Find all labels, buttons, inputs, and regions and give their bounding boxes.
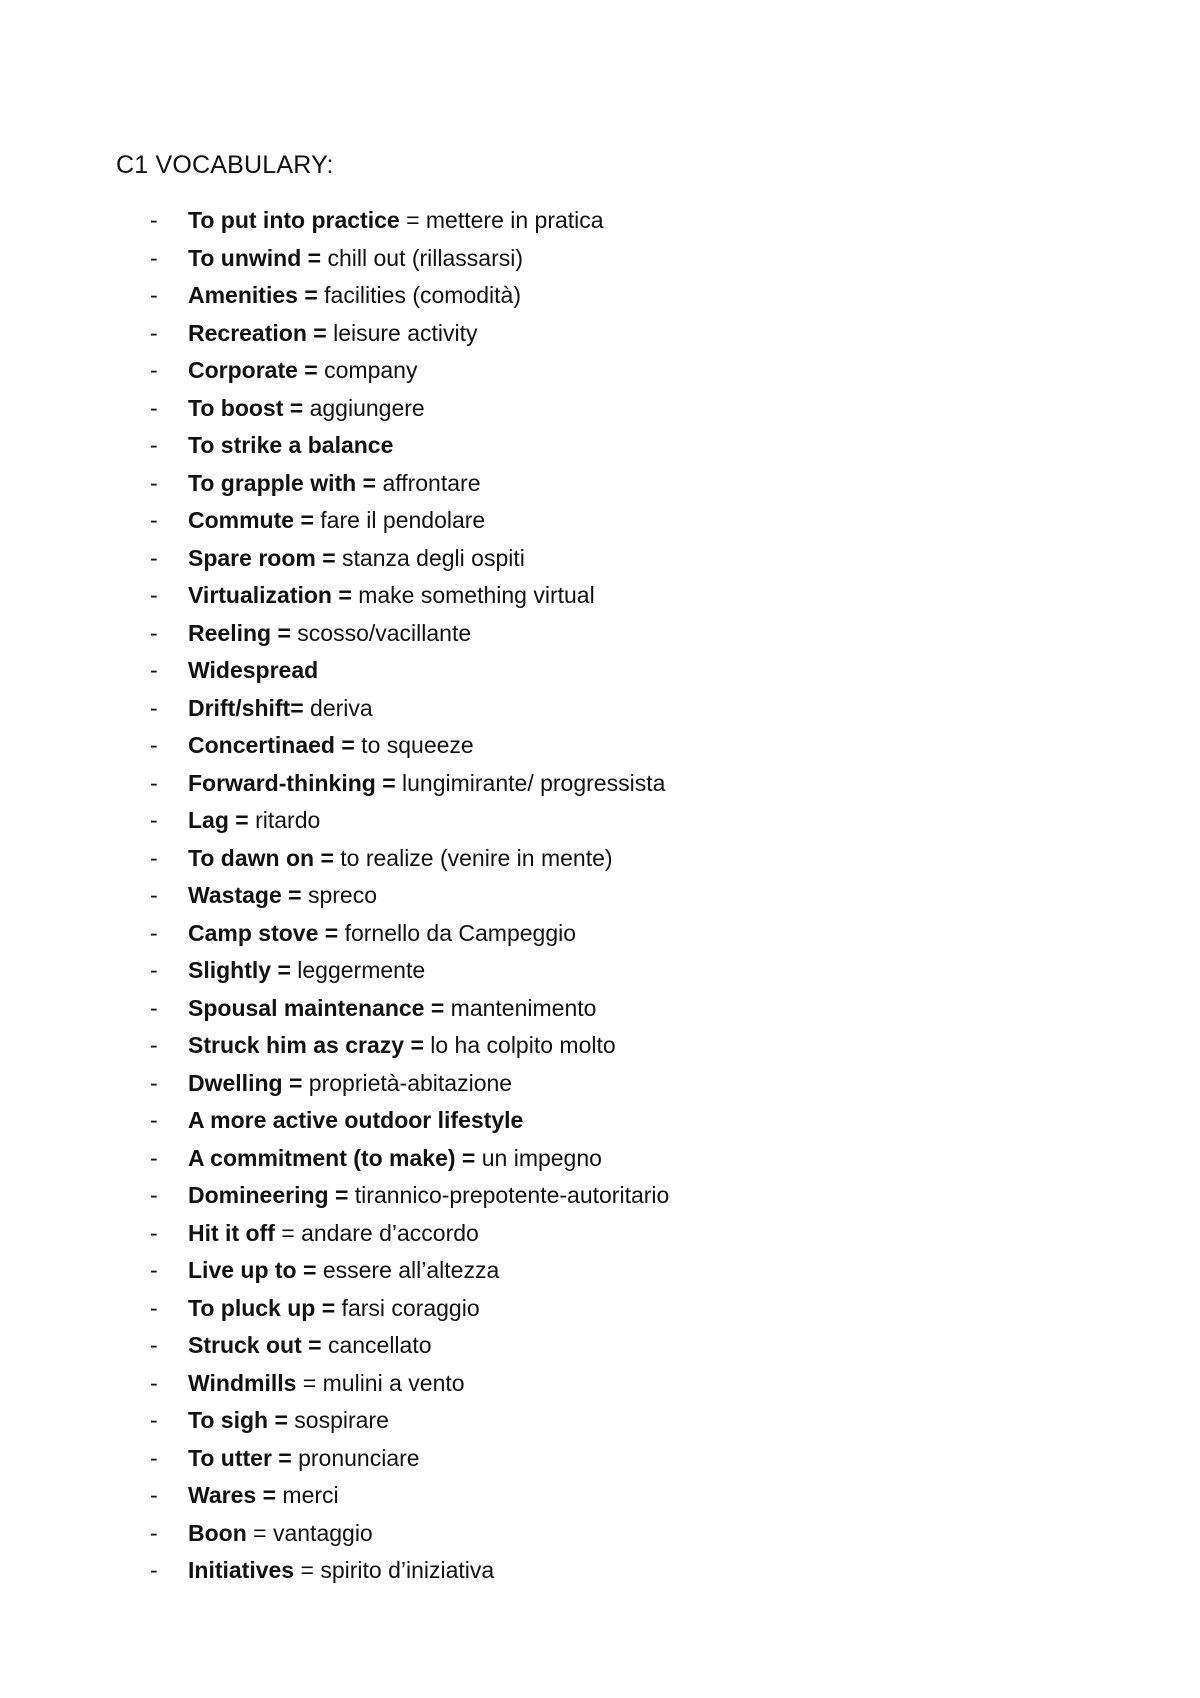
- vocab-entry: [188, 1365, 465, 1403]
- vocab-entry: [188, 390, 425, 428]
- bullet-dash: -: [150, 657, 158, 683]
- vocab-entry: [188, 1515, 373, 1553]
- vocab-entry: [188, 840, 613, 878]
- vocab-definition: leisure activity: [326, 319, 478, 346]
- vocab-entry: [188, 1252, 499, 1290]
- vocab-term: Struck him as crazy =: [188, 1032, 424, 1058]
- vocab-definition: = andare d’accordo: [274, 1219, 479, 1246]
- vocab-entry: [188, 1215, 479, 1253]
- vocab-term: To unwind =: [188, 244, 322, 271]
- vocab-definition: = mettere in pratica: [399, 207, 604, 233]
- bullet-dash: -: [150, 619, 158, 646]
- bullet-dash: -: [150, 1182, 158, 1208]
- vocab-term: Spousal maintenance =: [188, 994, 445, 1021]
- bullet-dash: -: [150, 582, 158, 608]
- bullet-dash: -: [150, 207, 158, 233]
- vocab-definition: merci: [276, 1482, 339, 1508]
- vocab-definition: to realize (venire in mente): [333, 844, 613, 871]
- vocab-definition: lungimirante/ progressista: [395, 769, 666, 796]
- vocab-entry: [188, 540, 525, 578]
- bullet-dash: -: [150, 1482, 158, 1508]
- vocab-definition: make something virtual: [351, 582, 595, 608]
- vocab-definition: essere all’altezza: [316, 1257, 500, 1283]
- vocab-entry: [188, 202, 604, 240]
- vocab-term: To pluck up =: [188, 1294, 336, 1321]
- bullet-dash: -: [150, 1332, 158, 1358]
- bullet-dash: -: [150, 1144, 158, 1171]
- vocab-term: Reeling =: [188, 619, 291, 646]
- vocab-entry: [188, 652, 318, 690]
- bullet-dash: -: [150, 357, 158, 383]
- bullet-dash: -: [150, 1557, 158, 1583]
- vocab-entry: [188, 915, 576, 953]
- vocab-definition: = spirito d’iniziativa: [294, 1557, 495, 1583]
- vocab-definition: pronunciare: [291, 1444, 420, 1471]
- vocab-definition: = vantaggio: [246, 1519, 373, 1546]
- bullet-dash: -: [150, 469, 158, 496]
- bullet-dash: -: [150, 1257, 158, 1283]
- vocab-entry: [188, 1402, 389, 1440]
- vocab-entry: [188, 502, 485, 540]
- bullet-dash: -: [150, 844, 158, 871]
- vocab-entry: [188, 1477, 339, 1515]
- vocab-term: Slightly =: [188, 957, 291, 983]
- vocab-entry: [188, 1065, 512, 1103]
- bullet-dash: -: [150, 1369, 158, 1396]
- bullet-dash: -: [150, 1444, 158, 1471]
- vocab-definition: tirannico-prepotente-autoritario: [348, 1182, 670, 1208]
- bullet-dash: -: [150, 1032, 158, 1058]
- vocab-term: Wares =: [188, 1482, 277, 1508]
- vocab-term: Virtualization =: [188, 582, 352, 608]
- vocab-entry: [188, 427, 393, 465]
- vocab-entry: [188, 315, 478, 353]
- vocab-entry: [188, 727, 474, 765]
- vocab-term: To utter =: [188, 1444, 292, 1471]
- bullet-dash: -: [150, 807, 158, 833]
- vocab-term: Lag =: [188, 807, 249, 833]
- bullet-dash: -: [150, 1069, 158, 1096]
- vocab-entry: [188, 1177, 669, 1215]
- vocab-term: A commitment (to make) =: [188, 1144, 476, 1171]
- vocab-definition: company: [317, 357, 418, 383]
- vocab-term: Widespread: [188, 657, 319, 683]
- vocab-term: Hit it off: [188, 1219, 275, 1246]
- vocab-definition: scosso/vacillante: [290, 619, 472, 646]
- vocab-definition: to squeeze: [354, 732, 474, 758]
- bullet-dash: -: [150, 1219, 158, 1246]
- vocab-term: Windmills: [188, 1369, 297, 1396]
- bullet-dash: -: [150, 1407, 158, 1433]
- vocab-term: Commute =: [188, 507, 314, 533]
- bullet-dash: -: [150, 507, 158, 533]
- bullet-dash: -: [150, 732, 158, 758]
- vocab-term: Camp stove =: [188, 919, 339, 946]
- vocab-term: Amenities =: [188, 282, 318, 308]
- bullet-dash: -: [150, 1519, 158, 1546]
- bullet-dash: -: [150, 919, 158, 946]
- vocab-term: Struck out =: [188, 1332, 322, 1358]
- vocab-definition: un impegno: [475, 1144, 602, 1171]
- vocab-definition: lo ha colpito molto: [423, 1032, 616, 1058]
- bullet-dash: -: [150, 282, 158, 308]
- vocab-entry: [188, 952, 425, 990]
- vocab-entry: [188, 765, 665, 803]
- vocab-entry: [188, 690, 373, 728]
- vocab-entry: [188, 1327, 432, 1365]
- vocab-entry: [188, 577, 595, 615]
- vocab-term: Dwelling =: [188, 1069, 303, 1096]
- vocab-definition: facilities (comodità): [317, 282, 521, 308]
- vocab-definition: proprietà-abitazione: [302, 1069, 513, 1096]
- vocab-entry: [188, 465, 480, 503]
- vocab-definition: deriva: [303, 694, 373, 721]
- vocab-term: Recreation =: [188, 319, 327, 346]
- vocab-definition: fare il pendolare: [313, 507, 486, 533]
- vocab-term: Initiatives: [188, 1557, 295, 1583]
- vocab-term: A more active outdoor lifestyle: [188, 1107, 524, 1133]
- bullet-dash: -: [150, 394, 158, 421]
- vocab-entry: [188, 277, 521, 315]
- vocab-term: Spare room =: [188, 544, 336, 571]
- bullet-dash: -: [150, 544, 158, 571]
- vocab-term: To strike a balance: [188, 432, 394, 458]
- bullet-dash: -: [150, 319, 158, 346]
- vocab-entry: [188, 1140, 602, 1178]
- bullet-dash: -: [150, 244, 158, 271]
- vocab-definition: chill out (rillassarsi): [321, 244, 524, 271]
- vocab-definition: leggermente: [290, 957, 426, 983]
- bullet-dash: -: [150, 882, 158, 908]
- vocab-entry: [188, 990, 596, 1028]
- vocab-definition: = mulini a vento: [296, 1369, 465, 1396]
- bullet-dash: -: [150, 694, 158, 721]
- vocab-entry: [188, 1102, 523, 1140]
- vocab-entry: [188, 802, 320, 840]
- vocab-entry: [188, 1552, 494, 1590]
- bullet-dash: -: [150, 432, 158, 458]
- vocab-definition: farsi coraggio: [335, 1294, 480, 1321]
- vocab-definition: stanza degli ospiti: [335, 544, 525, 571]
- vocab-term: To sigh =: [188, 1407, 288, 1433]
- bullet-dash: -: [150, 957, 158, 983]
- vocab-term: Domineering =: [188, 1182, 349, 1208]
- vocab-term: To dawn on =: [188, 844, 334, 871]
- vocab-entry: [188, 1290, 480, 1328]
- vocab-term: Boon: [188, 1519, 247, 1546]
- vocab-definition: affrontare: [376, 469, 481, 496]
- vocab-entry: [188, 1440, 420, 1478]
- vocab-term: Live up to =: [188, 1257, 317, 1283]
- vocab-entry: [188, 1027, 616, 1065]
- vocab-definition: mantenimento: [444, 994, 597, 1021]
- bullet-dash: -: [150, 769, 158, 796]
- vocab-entry: [188, 877, 377, 915]
- vocab-entry: [188, 240, 523, 278]
- vocab-term: Concertinaed =: [188, 732, 355, 758]
- vocab-definition: sospirare: [287, 1407, 389, 1433]
- vocab-definition: spreco: [301, 882, 377, 908]
- bullet-dash: -: [150, 1107, 158, 1133]
- vocab-term: Forward-thinking =: [188, 769, 396, 796]
- vocab-term: Drift/shift=: [188, 694, 304, 721]
- vocab-term: Corporate =: [188, 357, 318, 383]
- vocab-definition: fornello da Campeggio: [338, 919, 577, 946]
- vocab-entry: [188, 615, 471, 653]
- vocab-definition: ritardo: [248, 807, 321, 833]
- vocab-entry: [188, 352, 417, 390]
- vocab-term: Wastage =: [188, 882, 302, 908]
- vocab-term: To put into practice: [188, 207, 400, 233]
- vocab-term: To boost =: [188, 394, 304, 421]
- bullet-dash: -: [150, 994, 158, 1021]
- page-title: C1 VOCABULARY:: [116, 151, 334, 179]
- vocab-term: To grapple with =: [188, 469, 377, 496]
- vocab-definition: cancellato: [321, 1332, 432, 1358]
- bullet-dash: -: [150, 1294, 158, 1321]
- vocab-definition: aggiungere: [303, 394, 425, 421]
